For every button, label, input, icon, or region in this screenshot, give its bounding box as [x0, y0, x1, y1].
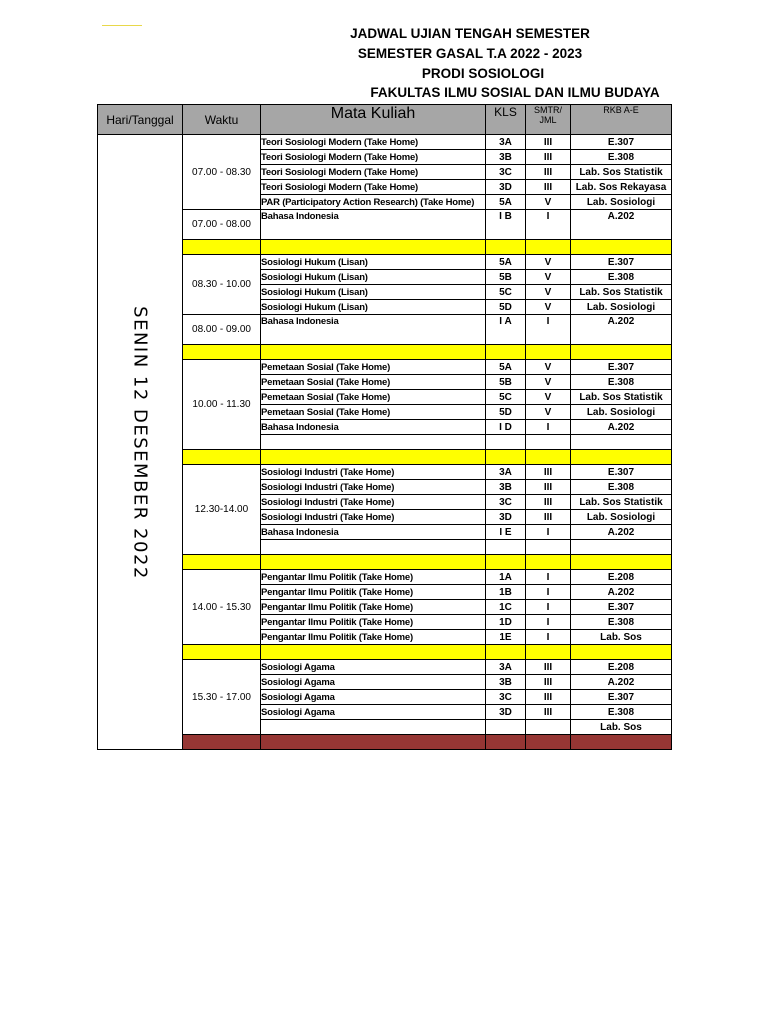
title-line-3: PRODI SOSIOLOGI — [421, 66, 545, 81]
room: A.202 — [571, 525, 672, 540]
time-slot: 07.00 - 08.30 — [183, 135, 261, 210]
class-code: 5A — [486, 255, 526, 270]
semester: III — [526, 495, 571, 510]
semester: V — [526, 300, 571, 315]
class-code: 5B — [486, 270, 526, 285]
separator-row — [98, 645, 672, 660]
class-code: 3A — [486, 135, 526, 150]
semester: I — [526, 315, 571, 345]
class-code: 3C — [486, 165, 526, 180]
room: A.202 — [571, 210, 672, 240]
class-code: 1A — [486, 570, 526, 585]
semester — [526, 720, 571, 735]
course-name: Sosiologi Hukum (Lisan) — [261, 300, 486, 315]
course-name: Sosiologi Agama — [261, 675, 486, 690]
room: E.308 — [571, 375, 672, 390]
room: A.202 — [571, 675, 672, 690]
class-code: 3B — [486, 675, 526, 690]
semester: III — [526, 510, 571, 525]
class-code: 1E — [486, 630, 526, 645]
course-name: PAR (Participatory Action Research) (Take Home) — [261, 195, 486, 210]
room: Lab. Sos Rekayasa — [571, 180, 672, 195]
course-name: Sosiologi Industri (Take Home) — [261, 480, 486, 495]
semester: I — [526, 525, 571, 540]
semester: III — [526, 180, 571, 195]
semester: I — [526, 630, 571, 645]
semester: V — [526, 255, 571, 270]
class-code: I A — [486, 315, 526, 345]
title-line-4: FAKULTAS ILMU SOSIAL DAN ILMU BUDAYA — [370, 85, 660, 100]
course-name: Sosiologi Industri (Take Home) — [261, 495, 486, 510]
semester: III — [526, 480, 571, 495]
course-name: Pemetaan Sosial (Take Home) — [261, 360, 486, 375]
course-name: Sosiologi Hukum (Lisan) — [261, 255, 486, 270]
semester: III — [526, 690, 571, 705]
course-name: Sosiologi Agama — [261, 690, 486, 705]
semester: III — [526, 465, 571, 480]
semester: III — [526, 165, 571, 180]
separator-row — [98, 345, 672, 360]
class-code: 3B — [486, 480, 526, 495]
room: Lab. Sos Statistik — [571, 390, 672, 405]
course-name: Teori Sosiologi Modern (Take Home) — [261, 135, 486, 150]
class-code: 3D — [486, 510, 526, 525]
course-name: Sosiologi Agama — [261, 705, 486, 720]
course-name: Bahasa Indonesia — [261, 420, 486, 435]
course-name: Pemetaan Sosial (Take Home) — [261, 375, 486, 390]
header-kls: KLS — [486, 105, 526, 135]
time-slot: 08.30 - 10.00 — [183, 255, 261, 315]
semester: V — [526, 375, 571, 390]
time-slot: 15.30 - 17.00 — [183, 660, 261, 735]
room: E.307 — [571, 255, 672, 270]
class-code: 5C — [486, 285, 526, 300]
room: Lab. Sos — [571, 720, 672, 735]
class-code: 5A — [486, 360, 526, 375]
exam-schedule-table — [97, 104, 672, 750]
course-name: Pengantar Ilmu Politik (Take Home) — [261, 615, 486, 630]
room: Lab. Sos Statistik — [571, 285, 672, 300]
class-code: 3A — [486, 465, 526, 480]
separator-row — [98, 555, 672, 570]
time-slot: 07.00 - 08.00 — [183, 210, 261, 240]
room: A.202 — [571, 315, 672, 345]
room: A.202 — [571, 420, 672, 435]
room: E.308 — [571, 270, 672, 285]
class-code: 3C — [486, 690, 526, 705]
class-code: 5D — [486, 405, 526, 420]
course-name: Bahasa Indonesia — [261, 210, 486, 240]
title-line-1: JADWAL UJIAN TENGAH SEMESTER — [350, 26, 590, 41]
room: A.202 — [571, 585, 672, 600]
semester: V — [526, 405, 571, 420]
course-name — [261, 720, 486, 735]
course-name: Teori Sosiologi Modern (Take Home) — [261, 180, 486, 195]
room: Lab. Sos Statistik — [571, 165, 672, 180]
course-name: Pengantar Ilmu Politik (Take Home) — [261, 570, 486, 585]
class-code: 5A — [486, 195, 526, 210]
class-code: 5B — [486, 375, 526, 390]
class-code — [486, 720, 526, 735]
semester: I — [526, 420, 571, 435]
semester: V — [526, 195, 571, 210]
semester: III — [526, 150, 571, 165]
class-code: 5D — [486, 300, 526, 315]
room: E.307 — [571, 360, 672, 375]
room: Lab. Sos Statistik — [571, 495, 672, 510]
time-slot: 08.00 - 09.00 — [183, 315, 261, 345]
semester: I — [526, 615, 571, 630]
course-name: Sosiologi Industri (Take Home) — [261, 465, 486, 480]
class-code: I B — [486, 210, 526, 240]
day-cell — [98, 135, 183, 750]
class-code: 1B — [486, 585, 526, 600]
semester: III — [526, 135, 571, 150]
course-name: Pemetaan Sosial (Take Home) — [261, 405, 486, 420]
semester: III — [526, 675, 571, 690]
class-code: 5C — [486, 390, 526, 405]
course-name: Pengantar Ilmu Politik (Take Home) — [261, 585, 486, 600]
semester: III — [526, 705, 571, 720]
class-code: 1D — [486, 615, 526, 630]
class-code: I E — [486, 525, 526, 540]
class-code: 1C — [486, 600, 526, 615]
time-slot: 14.00 - 15.30 — [183, 570, 261, 645]
course-name: Sosiologi Hukum (Lisan) — [261, 270, 486, 285]
time-slot: 12.30-14.00 — [183, 465, 261, 555]
class-code: I D — [486, 420, 526, 435]
course-name: Teori Sosiologi Modern (Take Home) — [261, 165, 486, 180]
room: E.307 — [571, 465, 672, 480]
class-code: 3D — [486, 180, 526, 195]
day-label: SENIN 12 DESEMBER 2022 — [129, 306, 151, 580]
room: E.307 — [571, 600, 672, 615]
room: E.208 — [571, 660, 672, 675]
room: Lab. Sos — [571, 630, 672, 645]
course-name: Bahasa Indonesia — [261, 315, 486, 345]
class-code: 3B — [486, 150, 526, 165]
course-name: Sosiologi Industri (Take Home) — [261, 510, 486, 525]
course-name: Sosiologi Agama — [261, 660, 486, 675]
room: E.307 — [571, 135, 672, 150]
header-smtr-jml: SMTR/ JML — [526, 105, 571, 135]
semester: I — [526, 210, 571, 240]
class-code: 3A — [486, 660, 526, 675]
separator-row — [98, 240, 672, 255]
header-hari-tanggal: Hari/Tanggal — [98, 105, 183, 135]
room: E.308 — [571, 480, 672, 495]
header-rkb: RKB A-E — [571, 105, 672, 135]
course-name: Teori Sosiologi Modern (Take Home) — [261, 150, 486, 165]
separator-row — [98, 450, 672, 465]
room: E.308 — [571, 150, 672, 165]
semester: III — [526, 660, 571, 675]
room: Lab. Sosiologi — [571, 195, 672, 210]
semester: V — [526, 270, 571, 285]
end-row — [98, 735, 672, 750]
room: Lab. Sosiologi — [571, 405, 672, 420]
semester: I — [526, 585, 571, 600]
course-name: Pengantar Ilmu Politik (Take Home) — [261, 630, 486, 645]
class-code: 3D — [486, 705, 526, 720]
semester: I — [526, 570, 571, 585]
time-slot: 10.00 - 11.30 — [183, 360, 261, 450]
room: E.307 — [571, 690, 672, 705]
room: E.308 — [571, 705, 672, 720]
course-name: Pengantar Ilmu Politik (Take Home) — [261, 600, 486, 615]
semester: I — [526, 600, 571, 615]
semester: V — [526, 285, 571, 300]
course-name: Sosiologi Hukum (Lisan) — [261, 285, 486, 300]
room: Lab. Sosiologi — [571, 300, 672, 315]
course-name: Bahasa Indonesia — [261, 525, 486, 540]
course-name: Pemetaan Sosial (Take Home) — [261, 390, 486, 405]
semester: V — [526, 360, 571, 375]
room: E.308 — [571, 615, 672, 630]
class-code: 3C — [486, 495, 526, 510]
room: E.208 — [571, 570, 672, 585]
room: Lab. Sosiologi — [571, 510, 672, 525]
semester: V — [526, 390, 571, 405]
header-mata-kuliah: Mata Kuliah — [261, 105, 486, 135]
header-waktu: Waktu — [183, 105, 261, 135]
title-line-2: SEMESTER GASAL T.A 2022 - 2023 — [357, 46, 583, 61]
